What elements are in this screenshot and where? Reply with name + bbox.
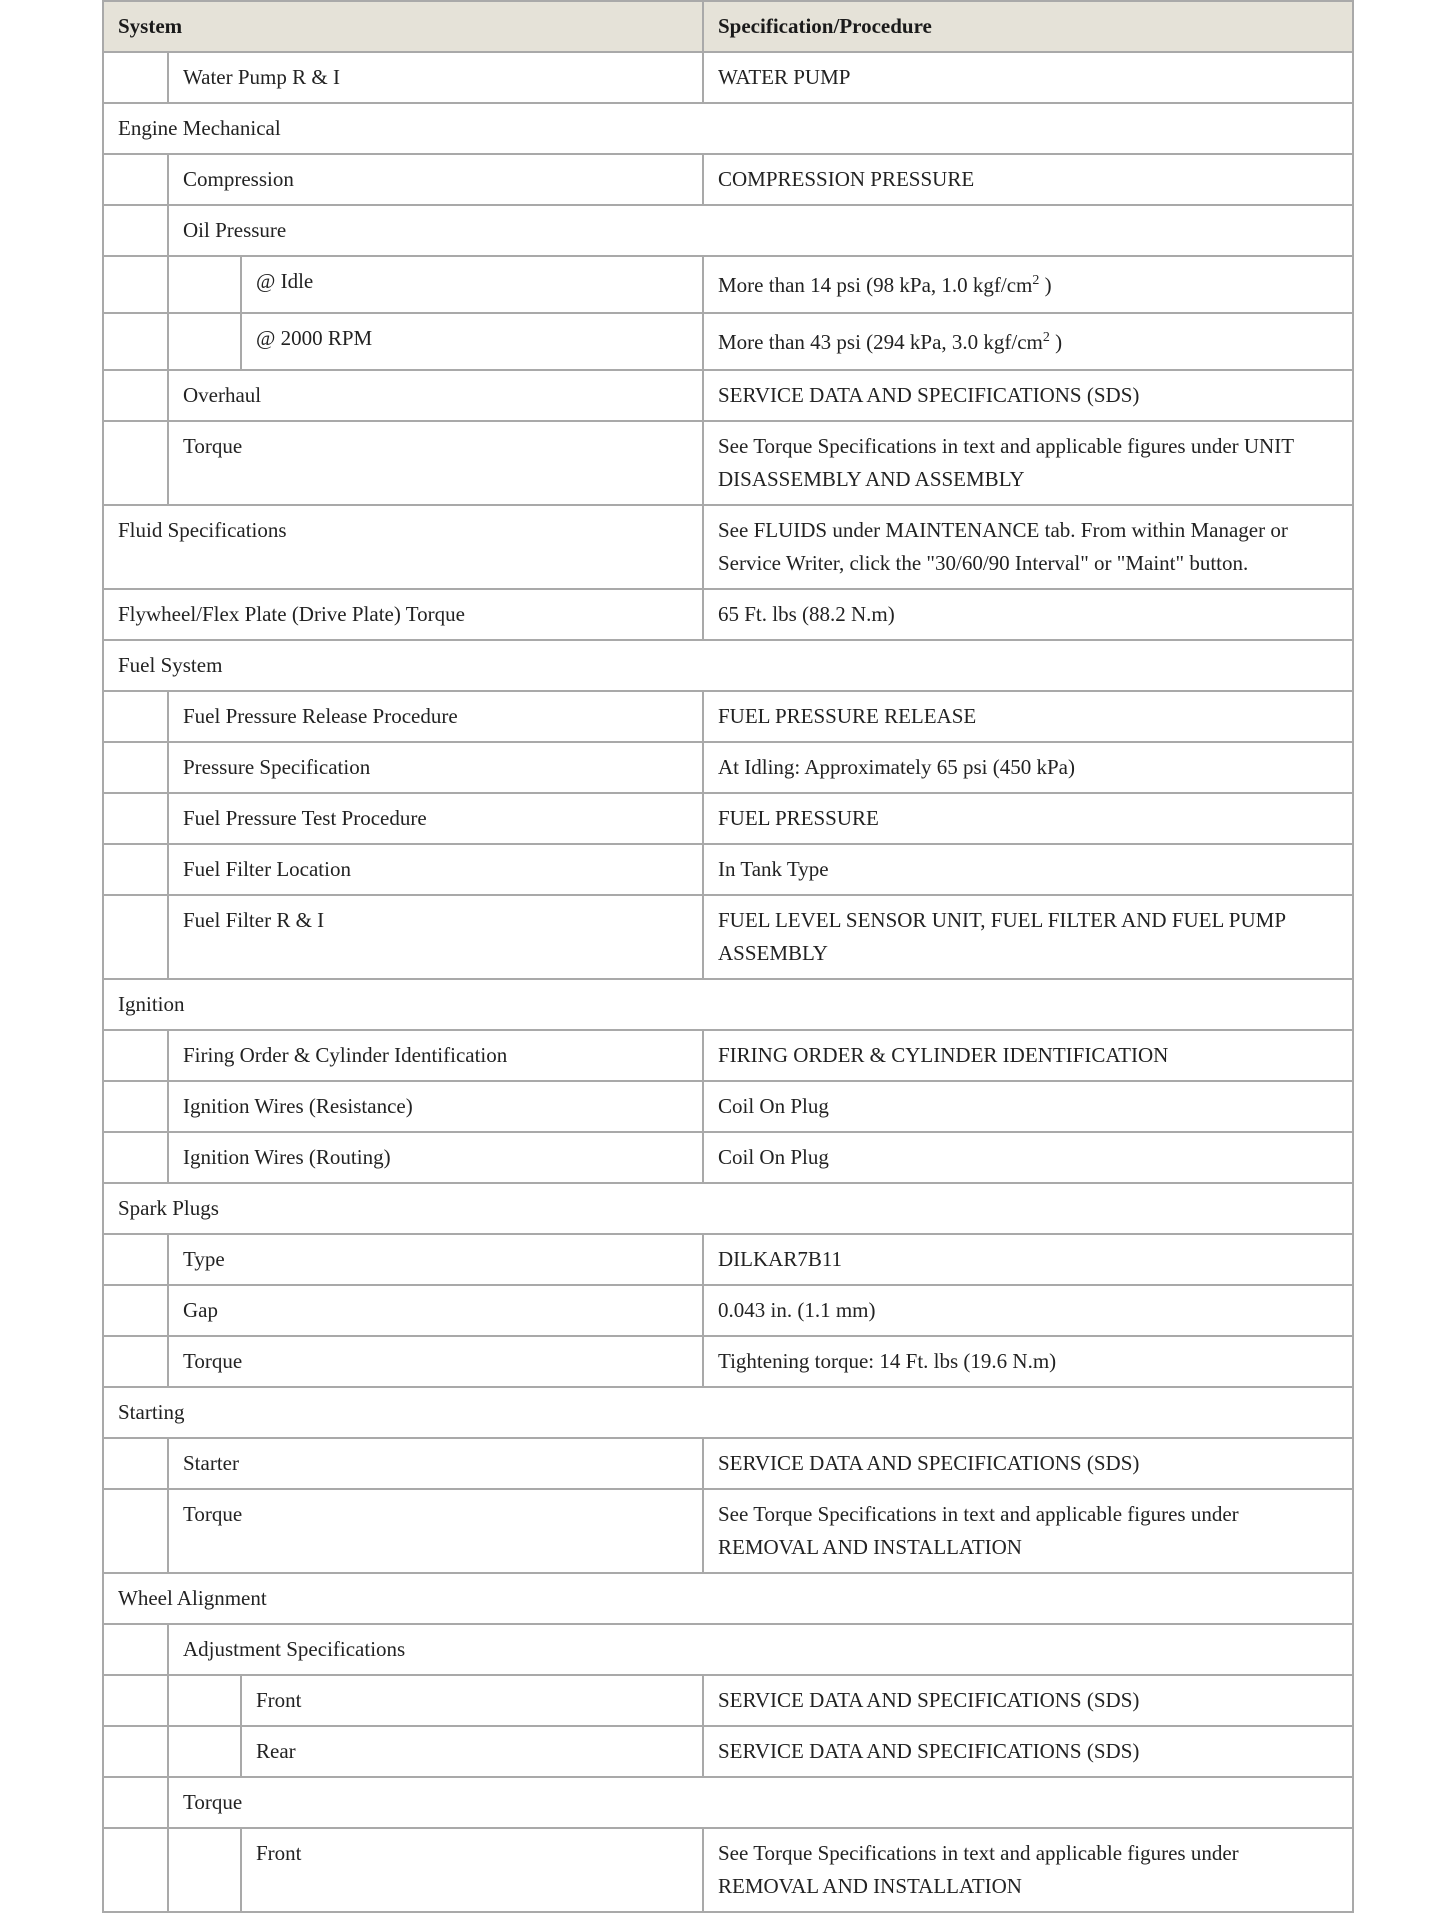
- section-title: Engine Mechanical: [103, 103, 1353, 154]
- row-value: COMPRESSION PRESSURE: [703, 154, 1353, 205]
- indent-cell: [103, 895, 168, 979]
- indent-cell: [103, 1336, 168, 1387]
- indent-cell: [103, 1081, 168, 1132]
- row-value: See Torque Specifications in text and applicable figures under UNIT DISASSEMBLY AND ASSEMBLY: [703, 421, 1353, 505]
- row-label: Torque: [168, 421, 703, 505]
- table-row: [103, 1132, 1353, 1183]
- superscript: 2: [1042, 330, 1050, 345]
- row-label: Torque: [168, 1336, 703, 1387]
- table-row: [103, 1489, 1353, 1573]
- row-value: See Torque Specifications in text and applicable figures under REMOVAL AND INSTALLATION: [703, 1489, 1353, 1573]
- table-row: [103, 742, 1353, 793]
- row-value: [703, 313, 1353, 370]
- section-title: Starting: [103, 1387, 1353, 1438]
- table-row: [103, 589, 1353, 640]
- row-label: Flywheel/Flex Plate (Drive Plate) Torque: [103, 589, 703, 640]
- row-value: 65 Ft. lbs (88.2 N.m): [703, 589, 1353, 640]
- row-label: Ignition Wires (Resistance): [168, 1081, 703, 1132]
- indent-cell: [103, 1030, 168, 1081]
- section-row: [103, 640, 1353, 691]
- table-row: [103, 1675, 1353, 1726]
- value-text: More than 43 psi (294 kPa, 3.0 kgf/cm: [718, 330, 1043, 354]
- row-label: Ignition Wires (Routing): [168, 1132, 703, 1183]
- indent-cell: [103, 691, 168, 742]
- table-row: [103, 370, 1353, 421]
- row-label: Compression: [168, 154, 703, 205]
- row-label: Front: [241, 1675, 703, 1726]
- row-label: @ 2000 RPM: [241, 313, 703, 370]
- indent-cell: [103, 1285, 168, 1336]
- table-row: [103, 505, 1353, 589]
- row-value: In Tank Type: [703, 844, 1353, 895]
- table-row: [103, 1234, 1353, 1285]
- row-value: See FLUIDS under MAINTENANCE tab. From within Manager or Service Writer, click the "30/60/90 Interval" or "Maint" button.: [703, 505, 1353, 589]
- indent-cell: [168, 313, 241, 370]
- row-label: Water Pump R & I: [168, 52, 703, 103]
- row-value: 0.043 in. (1.1 mm): [703, 1285, 1353, 1336]
- row-label: Fuel Filter Location: [168, 844, 703, 895]
- indent-cell: [168, 1675, 241, 1726]
- table-row: [103, 1285, 1353, 1336]
- row-value: FUEL PRESSURE: [703, 793, 1353, 844]
- row-value: See Torque Specifications in text and applicable figures under REMOVAL AND INSTALLATION: [703, 1828, 1353, 1912]
- row-value: SERVICE DATA AND SPECIFICATIONS (SDS): [703, 1438, 1353, 1489]
- table-row: [103, 844, 1353, 895]
- section-title: Wheel Alignment: [103, 1573, 1353, 1624]
- indent-cell: [103, 1726, 168, 1777]
- row-value: At Idling: Approximately 65 psi (450 kPa): [703, 742, 1353, 793]
- row-value: Coil On Plug: [703, 1081, 1353, 1132]
- row-label: Fuel Pressure Test Procedure: [168, 793, 703, 844]
- table-row: [103, 52, 1353, 103]
- indent-cell: [103, 154, 168, 205]
- row-label: Gap: [168, 1285, 703, 1336]
- table-row: [103, 1438, 1353, 1489]
- indent-cell: [103, 313, 168, 370]
- table-row: [103, 1336, 1353, 1387]
- row-label: Starter: [168, 1438, 703, 1489]
- indent-cell: [103, 1675, 168, 1726]
- indent-cell: [103, 742, 168, 793]
- row-value: FUEL PRESSURE RELEASE: [703, 691, 1353, 742]
- table-row: [103, 691, 1353, 742]
- indent-cell: [103, 1234, 168, 1285]
- row-label: Fuel Pressure Release Procedure: [168, 691, 703, 742]
- superscript: 2: [1032, 273, 1040, 288]
- column-header-spec: Specification/Procedure: [703, 1, 1353, 52]
- row-label: Front: [241, 1828, 703, 1912]
- section-title: Spark Plugs: [103, 1183, 1353, 1234]
- row-label: Firing Order & Cylinder Identification: [168, 1030, 703, 1081]
- row-label: Type: [168, 1234, 703, 1285]
- indent-cell: [168, 1828, 241, 1912]
- indent-cell: [103, 256, 168, 313]
- column-header-system: System: [103, 1, 703, 52]
- table-row: [103, 1726, 1353, 1777]
- indent-cell: [103, 793, 168, 844]
- indent-cell: [103, 421, 168, 505]
- row-value: SERVICE DATA AND SPECIFICATIONS (SDS): [703, 370, 1353, 421]
- specification-table: [102, 0, 1354, 1913]
- subsection-title: Torque: [168, 1777, 1353, 1828]
- subsection-row: [103, 205, 1353, 256]
- row-value: FIRING ORDER & CYLINDER IDENTIFICATION: [703, 1030, 1353, 1081]
- indent-cell: [103, 1777, 168, 1828]
- row-label: Fuel Filter R & I: [168, 895, 703, 979]
- subsection-row: [103, 1777, 1353, 1828]
- indent-cell: [103, 1438, 168, 1489]
- table-header-row: [103, 1, 1353, 52]
- value-text: ): [1039, 273, 1052, 297]
- indent-cell: [168, 256, 241, 313]
- indent-cell: [103, 1132, 168, 1183]
- section-row: [103, 1387, 1353, 1438]
- subsection-title: Oil Pressure: [168, 205, 1353, 256]
- row-value: FUEL LEVEL SENSOR UNIT, FUEL FILTER AND FUEL PUMP ASSEMBLY: [703, 895, 1353, 979]
- table-row: [103, 1081, 1353, 1132]
- table-row: [103, 256, 1353, 313]
- row-label: Rear: [241, 1726, 703, 1777]
- row-label: Fluid Specifications: [103, 505, 703, 589]
- table-row: [103, 1030, 1353, 1081]
- subsection-row: [103, 1624, 1353, 1675]
- section-title: Ignition: [103, 979, 1353, 1030]
- row-value: Coil On Plug: [703, 1132, 1353, 1183]
- indent-cell: [168, 1726, 241, 1777]
- row-value: WATER PUMP: [703, 52, 1353, 103]
- indent-cell: [103, 52, 168, 103]
- row-value: [703, 256, 1353, 313]
- row-label: @ Idle: [241, 256, 703, 313]
- row-value: Tightening torque: 14 Ft. lbs (19.6 N.m): [703, 1336, 1353, 1387]
- row-value: DILKAR7B11: [703, 1234, 1353, 1285]
- indent-cell: [103, 370, 168, 421]
- subsection-title: Adjustment Specifications: [168, 1624, 1353, 1675]
- table-row: [103, 793, 1353, 844]
- section-title: Fuel System: [103, 640, 1353, 691]
- section-row: [103, 979, 1353, 1030]
- table-row: [103, 895, 1353, 979]
- indent-cell: [103, 1624, 168, 1675]
- section-row: [103, 1573, 1353, 1624]
- table-row: [103, 313, 1353, 370]
- table-row: [103, 1828, 1353, 1912]
- value-text: ): [1049, 330, 1063, 354]
- indent-cell: [103, 1828, 168, 1912]
- table-row: [103, 154, 1353, 205]
- row-label: Pressure Specification: [168, 742, 703, 793]
- indent-cell: [103, 205, 168, 256]
- section-row: [103, 103, 1353, 154]
- indent-cell: [103, 1489, 168, 1573]
- row-label: Torque: [168, 1489, 703, 1573]
- table-row: [103, 421, 1353, 505]
- indent-cell: [103, 844, 168, 895]
- section-row: [103, 1183, 1353, 1234]
- row-value: SERVICE DATA AND SPECIFICATIONS (SDS): [703, 1726, 1353, 1777]
- value-text: More than 14 psi (98 kPa, 1.0 kgf/cm: [718, 273, 1033, 297]
- row-label: Overhaul: [168, 370, 703, 421]
- row-value: SERVICE DATA AND SPECIFICATIONS (SDS): [703, 1675, 1353, 1726]
